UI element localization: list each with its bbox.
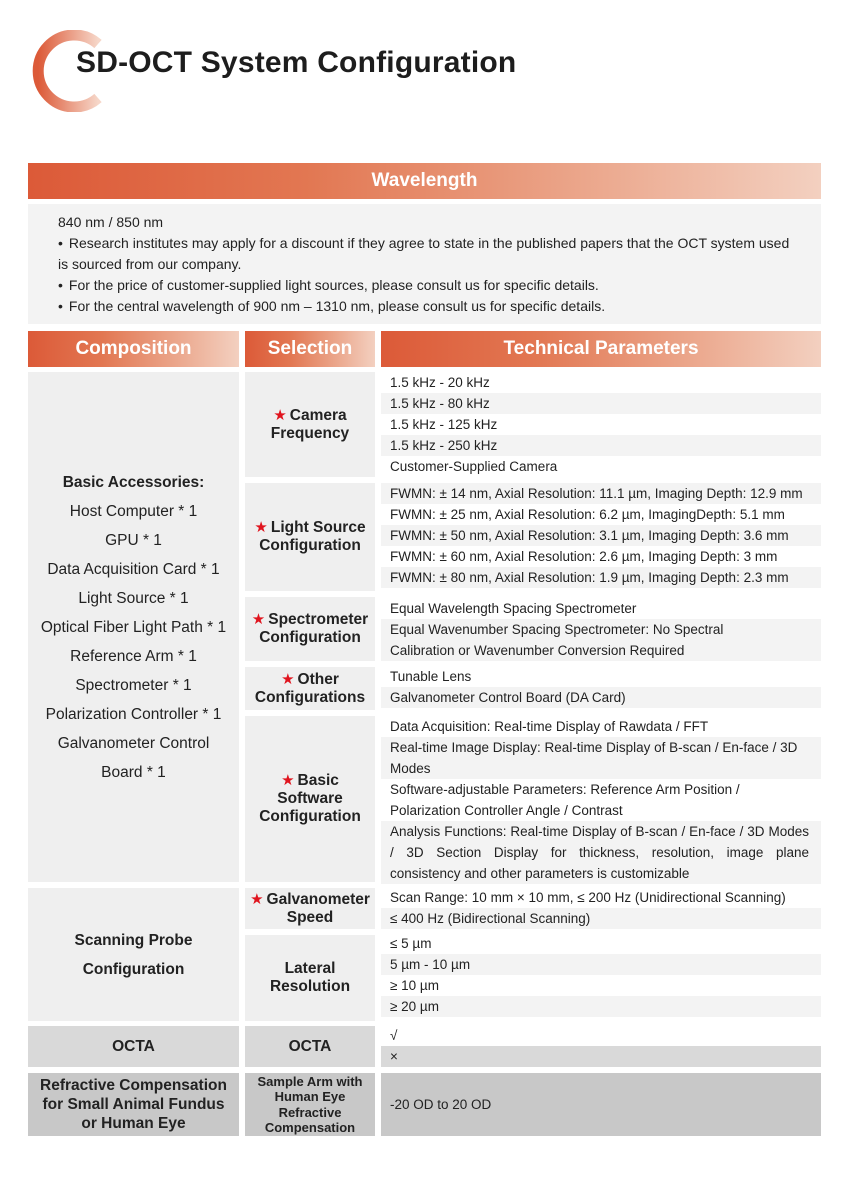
wavelength-value: 840 nm / 850 nm xyxy=(58,214,164,230)
column-header-selection: Selection xyxy=(245,331,375,367)
param-row: Real-time Image Display: Real-time Display of B-scan / En-face / 3D Modes xyxy=(381,737,821,779)
wavelength-note: • For the price of customer-supplied light sources, please consult us for specific details. xyxy=(58,275,791,296)
selection-light-source: ★ Light Source Configuration xyxy=(245,483,375,591)
octa-params xyxy=(381,1025,821,1067)
param-row: Customer-Supplied Camera xyxy=(390,459,558,474)
param-row: 1.5 kHz - 125 kHz xyxy=(390,417,498,432)
basic-accessories-title: Basic Accessories: xyxy=(62,473,205,491)
accessory-item: Galvanometer Control xyxy=(57,734,210,752)
lateral-resolution-params xyxy=(381,933,821,1017)
selection-spectrometer: ★ Spectrometer Configuration xyxy=(245,597,375,661)
star-icon: ★ xyxy=(273,406,287,424)
param-row: FWMN: ± 80 nm, Axial Resolution: 1.9 µm, Imaging Depth: 2.3 mm xyxy=(381,567,821,588)
param-row: Scan Range: 10 mm × 10 mm, ≤ 200 Hz (Unidirectional Scanning) xyxy=(390,890,786,905)
page-header xyxy=(0,0,848,140)
selection-galvanometer-speed: ★ Galvanometer Speed xyxy=(245,888,375,929)
accessory-item: Host Computer * 1 xyxy=(69,502,198,520)
param-row: ≤ 5 µm xyxy=(390,936,432,951)
param-row: Tunable Lens xyxy=(390,669,472,684)
param-row: 1.5 kHz - 250 kHz xyxy=(381,435,821,456)
param-row: Analysis Functions: Real-time Display of B-scan / En-face / 3D Modes / 3D Section Display for thickness, resolution, image plane consistency and other parameters is customizable xyxy=(381,821,821,884)
galvanometer-speed-params xyxy=(381,887,821,929)
param-row: FWMN: ± 60 nm, Axial Resolution: 2.6 µm, Imaging Depth: 3 mm xyxy=(390,549,778,564)
star-icon: ★ xyxy=(251,611,266,628)
param-row: Equal Wavelength Spacing Spectrometer xyxy=(390,601,637,616)
accessory-item: Polarization Controller * 1 xyxy=(45,705,222,723)
basic-software-params xyxy=(381,716,821,884)
param-row: Software-adjustable Parameters: Reference Arm Position / Polarization Controller Angle / Contrast xyxy=(390,782,740,818)
accessory-item: Data Acquisition Card * 1 xyxy=(47,560,220,578)
light-source-params xyxy=(381,483,821,588)
accessory-item: Optical Fiber Light Path * 1 xyxy=(40,618,227,636)
selection-basic-software: ★ Basic Software Configuration xyxy=(245,716,375,882)
camera-frequency-params xyxy=(381,372,821,477)
selection-lateral-resolution: Lateral Resolution xyxy=(245,935,375,1021)
param-row: 5 µm - 10 µm xyxy=(381,954,821,975)
param-row: Galvanometer Control Board (DA Card) xyxy=(381,687,821,708)
param-row: -20 OD to 20 OD xyxy=(390,1097,492,1112)
star-icon: ★ xyxy=(254,519,268,536)
column-header-composition: Composition xyxy=(28,331,239,367)
accessory-item: Spectrometer * 1 xyxy=(75,676,192,694)
refractive-params xyxy=(381,1073,821,1136)
accessory-item: Reference Arm * 1 xyxy=(70,647,197,665)
selection-sample-arm: Sample Arm with Human Eye Refractive Compensation xyxy=(245,1073,375,1136)
param-row: ≥ 10 µm xyxy=(390,978,439,993)
param-row: Data Acquisition: Real-time Display of Rawdata / FFT xyxy=(390,719,709,734)
column-header-technical-parameters: Technical Parameters xyxy=(381,331,821,367)
wavelength-note: • For the central wavelength of 900 nm – 1310 nm, please consult us for specific details. xyxy=(58,296,791,317)
composition-scanning-probe: Scanning Probe Configuration xyxy=(28,888,239,1021)
param-row: FWMN: ± 14 nm, Axial Resolution: 11.1 µm, Imaging Depth: 12.9 mm xyxy=(381,483,821,504)
param-row: 1.5 kHz - 80 kHz xyxy=(381,393,821,414)
param-row: Equal Wavenumber Spacing Spectrometer: No Spectral Calibration or Wavenumber Conversion Required xyxy=(381,619,821,661)
param-row: 1.5 kHz - 20 kHz xyxy=(390,375,490,390)
other-configurations-params xyxy=(381,666,821,708)
selection-other-configurations: ★ Other Configurations xyxy=(245,667,375,710)
wavelength-notes xyxy=(28,204,821,324)
composition-octa: OCTA xyxy=(28,1026,239,1067)
star-icon: ★ xyxy=(281,772,295,789)
cross-icon: × xyxy=(381,1046,821,1067)
param-row: FWMN: ± 25 nm, Axial Resolution: 6.2 µm, ImagingDepth: 5.1 mm xyxy=(390,507,785,522)
accessory-item: Board * 1 xyxy=(101,763,166,781)
accessory-item: Light Source * 1 xyxy=(78,589,189,607)
star-icon: ★ xyxy=(281,670,295,688)
composition-basic-accessories xyxy=(28,372,239,882)
param-row: FWMN: ± 50 nm, Axial Resolution: 3.1 µm, Imaging Depth: 3.6 mm xyxy=(381,525,821,546)
wavelength-note: • Research institutes may apply for a discount if they agree to state in the published papers that the OCT system used is sourced from our company. xyxy=(58,233,791,275)
selection-camera-frequency: ★ Camera Frequency xyxy=(245,372,375,477)
page-title: SD-OCT System Configuration xyxy=(76,46,517,79)
selection-octa: OCTA xyxy=(245,1026,375,1067)
param-row: ≤ 400 Hz (Bidirectional Scanning) xyxy=(381,908,821,929)
check-icon: √ xyxy=(390,1028,398,1043)
accessory-item: GPU * 1 xyxy=(105,531,162,549)
composition-refractive-compensation: Refractive Compensation for Small Animal Fundus or Human Eye xyxy=(28,1073,239,1136)
param-row: ≥ 20 µm xyxy=(381,996,821,1017)
wavelength-heading: Wavelength xyxy=(28,163,821,199)
star-icon: ★ xyxy=(250,890,264,908)
spectrometer-params xyxy=(381,598,821,661)
